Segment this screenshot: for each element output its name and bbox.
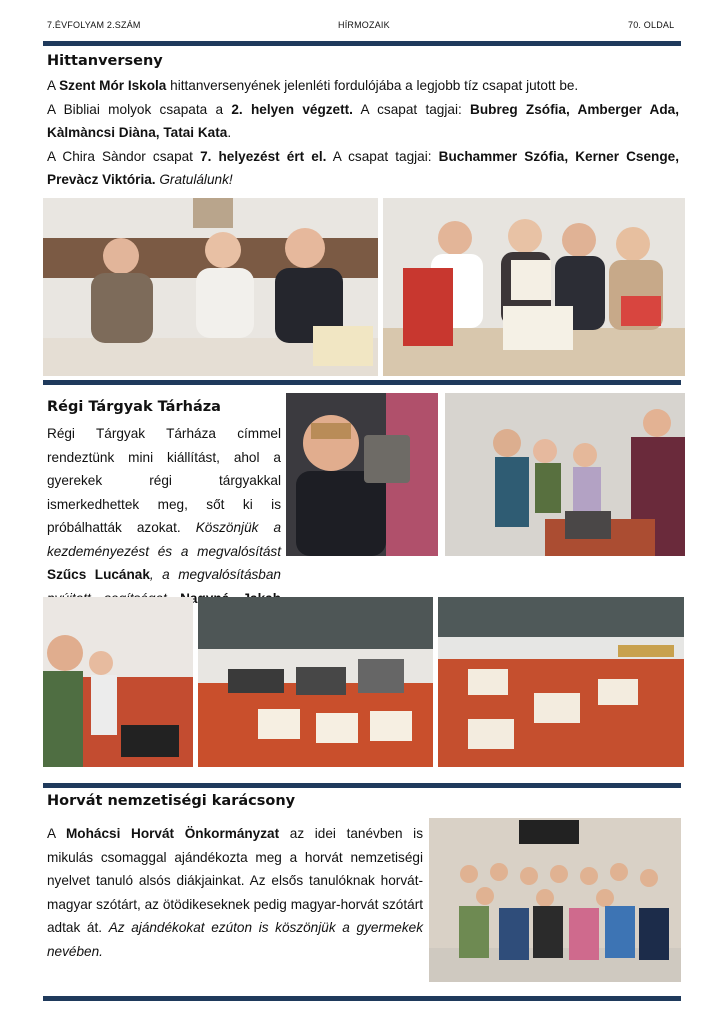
section-divider [43,380,681,385]
exhibition-tables-photo [438,597,684,767]
boy-with-film-camera-photo [286,393,438,556]
team-with-gift-bags-photo [383,198,685,376]
header-rule [43,41,681,46]
section-divider [43,783,681,788]
article-body-hittanverseny [47,74,679,192]
footer-rule [43,996,681,1001]
page-number: 70. OLDAL [628,20,675,30]
typewriter-photo [43,597,193,767]
children-at-exhibition-photo [445,393,685,556]
paragraph: A Bibliai molyok csapata a 2. helyen végzett. A csapat tagjai: Bubreg Zsófia, Amberger Ada, Kàlmàncsi Diàna, Tatai Kata. [47,101,679,140]
paragraph: A Szent Mór Iskola hittanversenyének jelenléti fordulójába a legjobb tíz csapat jutott be. [47,78,579,93]
article-body-horvat: A Mohácsi Horvát Önkormányzat az idei tanévben is mikulás csomaggal ajándékozta meg a horvát nemzetiségi nyelvet tanuló alsós diákjainkat. Az elsős tanulóknak horvát-magyar szótárt, az ötödikeseknek pedig magyar-horvát szótárt adtak át. Az ajándékokat ezúton is köszönjük a gyermekek nevében. [47,826,423,959]
students-with-crafts-photo [43,198,378,376]
article-title-horvat: Horvát nemzetiségi karácsony [47,793,296,809]
article-title-regi-targyak: Régi Tárgyak Tárháza [47,399,221,415]
article-body-regi-targyak: Régi Tárgyak Tárháza címmel rendeztünk mini kiállítást, ahol a gyerekek régi tárgyakkal ismerkedhettek meg, sőt ki is próbálhatták azokat. Köszönjük a kezdeményezést és a megvalósítást Szűcs Lucának, a megvalósításban [47,426,282,582]
record-player-table-photo [198,597,433,767]
issue-label: 7.ÉVFOLYAM 2.SZÁM [47,20,141,30]
article-title-hittanverseny: Hittanverseny [47,53,163,69]
paragraph: A Chira Sàndor csapat 7. helyezést ért el. A csapat tagjai: Buchammer Szófia, Kerner Csenge, Prevàcz Viktória. Gratulálunk! [47,148,679,187]
group-photo-croatian-christmas [429,818,681,982]
newsletter-name: HÍRMOZAIK [338,20,390,30]
